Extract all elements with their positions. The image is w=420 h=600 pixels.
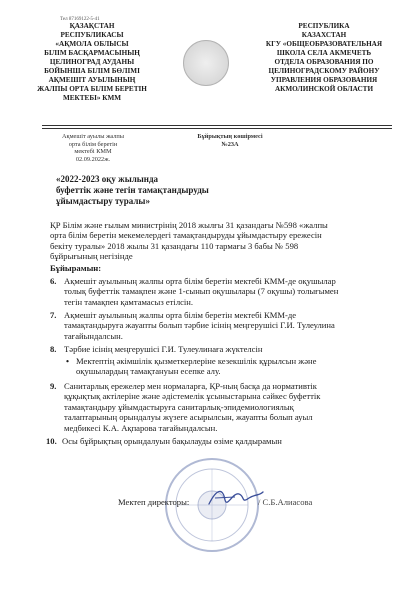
item-number: 6. [50,276,57,286]
handwritten-signature [205,484,265,510]
order-number: №23А [221,140,239,148]
header-left-line: «АҚМОЛА ОБЛЫСЫ [55,40,129,48]
header-right-line: ОТДЕЛА ОБРАЗОВАНИЯ ПО [274,58,374,66]
header-left [22,22,162,103]
subject-line: ұйымдастыру туралы» [56,196,150,206]
state-emblem [183,40,229,86]
preamble-line: бұйрығының негізінде [50,251,133,262]
item-8-bullet [76,356,394,377]
header-left-line: АҚМЕШІТ АУЫЛЫНЫҢ [48,76,136,84]
item-line: толық буфеттік тамақпен және 1-сынып оқушылары (7 оқушы) толығымен [64,286,339,297]
header-left-line: МЕКТЕБІ» КММ [62,94,122,102]
item-number: 10. [46,436,57,446]
header-divider-bottom [42,128,392,129]
sub-header-left [38,133,148,163]
header-right-line: АКМОЛИНСКОЙ ОБЛАСТИ [274,85,374,93]
header-right-line: РЕСПУБЛИКА [298,22,350,30]
header-left-line: ЦЕЛИНОГРАД АУДАНЫ [49,58,135,66]
item-line: Осы бұйрықтың орындалуын бақылауды өзіме қалдырамын [62,436,282,446]
preamble-line: бекіту туралы» 2018 жылы 31 қазандағы 110 тармағы 3 бабы № 598 [50,240,299,251]
item-line: құқықтық актілеріне және әдістемелік ұсыныстарына сәйкес буфеттік [64,391,321,402]
header-left-line: БОЙЫНША БІЛІМ БӨЛІМІ [44,67,140,75]
registration-stamp: Тел 87169122-5-41 [60,17,100,22]
item-line: тағайындалсын. [64,330,123,341]
header-divider-top [42,125,392,126]
header-right-line: КАЗАХСТАН [301,31,347,39]
header-left-line: ЖАЛПЫ ОРТА БІЛІМ БЕРЕТІН [37,85,147,93]
item-line: талаптарының орындалуы жүзеге асырылсын, жауапты болып ауыл [64,412,313,423]
header-left-line: БІЛІМ БАСҚАРМАСЫНЫҢ [44,49,140,57]
item-8 [64,344,394,354]
header-left-line: ҚАЗАҚСТАН [69,22,115,30]
sub-header-line: Ақмешіт ауылы жалпы [61,133,125,140]
item-line: оқушылардың тамақтануын есепке алу. [76,366,221,377]
header-right-line: КГУ «ОБЩЕОБРАЗОВАТЕЛЬНАЯ [265,40,383,48]
header-right-line: УПРАВЛЕНИЯ ОБРАЗОВАНИЯ [270,76,378,84]
item-line: Ақмешіт ауылының жалпы орта білім беретін мектебі КММ-де оқушылар [64,276,336,286]
subject-line: буфеттік және тегін тамақтандыруды [56,185,209,195]
sub-header-line: 02.09.2022ж. [75,155,111,163]
subject-line: «2022-2023 оқу жылында [56,174,159,184]
item-line: Тәрбие ісінің меңгерушісі Г.И. Тулеулинаға жүктелсін [64,344,263,354]
signature-name: / С.Б.Алиасова [258,497,313,507]
order-label [185,133,275,148]
ordered-heading: Бұйырамын: [50,263,102,273]
item-7 [64,310,394,341]
preamble-line: ҚР Білім және ғылым министрінің 2018 жылғы 31 қазандағы №598 «жалпы [50,220,328,230]
header-left-line: РЕСПУБЛИКАСЫ [60,31,124,39]
header-right-line: ШКОЛА СЕЛА АКМЕЧЕТЬ [276,49,372,57]
header-right-line: ЦЕЛИНОГРАДСКОМУ РАЙОНУ [268,67,380,75]
item-bullet: • [66,356,70,366]
item-10 [62,436,392,446]
signature-label: Мектеп директоры: [118,497,190,507]
sub-header-line: мектебі КММ [74,148,112,155]
item-6 [64,276,394,307]
order-subject [56,174,356,207]
preamble-line: орта білім беретін мекемелердегі тамақтандыруды ұйымдастыру ережесін [50,230,322,241]
item-line: тамақтандыру ұйымдастыруға санитарлық-эпидемиологиялық [64,401,294,412]
item-number: 9. [50,381,57,391]
order-label-text: Бұйрықтың көшірмесі [197,133,263,140]
item-line: тамақтандыруға жауапты болып тәрбие ісінің меңгерушісі Г.И. Тулеулина [64,320,335,331]
item-line: Мектептің әкімшілік қызметкерлеріне кезекшілік құрылсын және [76,356,317,366]
item-number: 7. [50,310,57,320]
sub-header-line: орта білім беретін [68,140,118,148]
item-line: тегін тамақпен қамтамасыз етілсін. [64,296,194,307]
item-9 [64,381,394,433]
item-line: медбикесі К.А. Ақпарова тағайындалсын. [64,422,218,433]
preamble [50,220,390,262]
item-line: Санитарлық ережелер мен нормаларға, ҚР-ның басқа да нормативтік [64,381,317,391]
item-number: 8. [50,344,57,354]
item-line: Ақмешіт ауылының жалпы орта білім беретін мектебі КММ-де [64,310,297,320]
header-right [248,22,400,94]
